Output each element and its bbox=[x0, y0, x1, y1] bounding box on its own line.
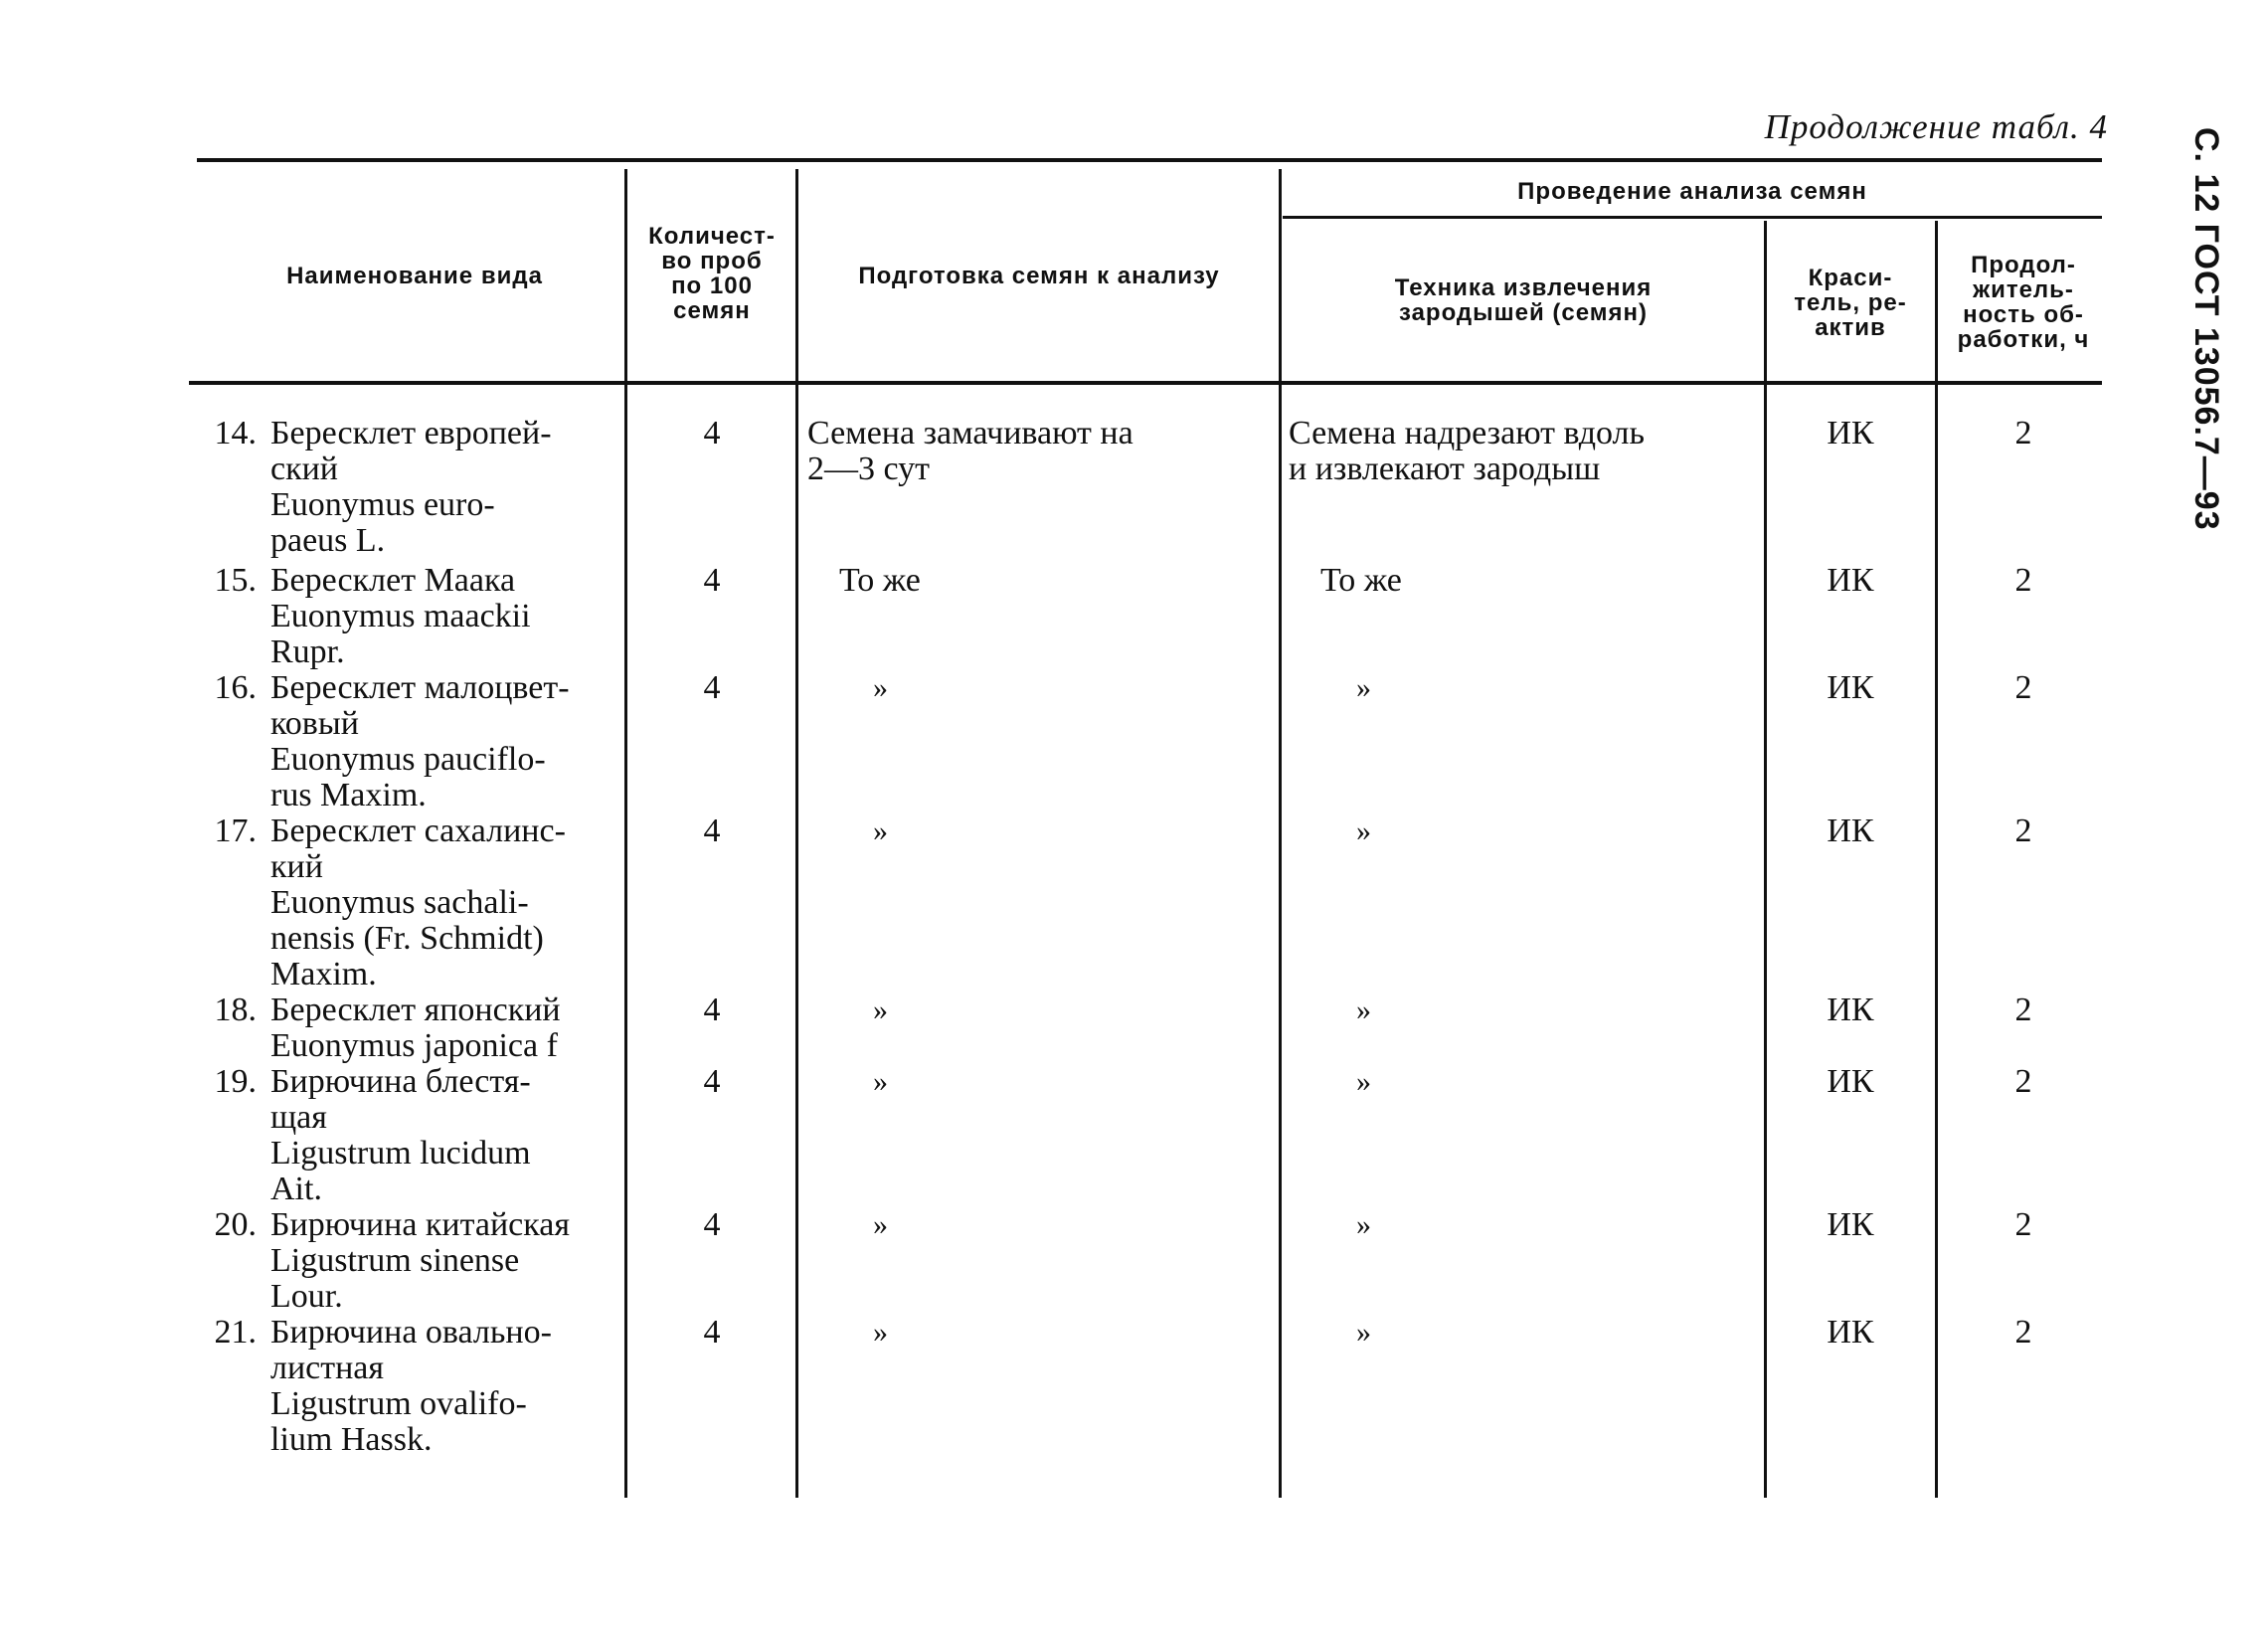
treatment-duration: 2 bbox=[2014, 415, 2032, 451]
table-top-rule bbox=[197, 158, 2102, 162]
seed-preparation: То же bbox=[839, 562, 921, 599]
treatment-duration: 2 bbox=[2014, 1063, 2032, 1100]
treatment-duration: 2 bbox=[2014, 669, 2032, 706]
column-divider bbox=[795, 169, 798, 1498]
header-treatment-duration: Продол- житель- ность об- работки, ч bbox=[1957, 252, 2090, 353]
row-number: 18. bbox=[214, 992, 257, 1028]
side-header: С. 12 ГОСТ 13056.7—93 bbox=[2187, 127, 2225, 531]
dye-reagent: ИК bbox=[1827, 669, 1874, 706]
header-dye-reagent: Краси- тель, ре- актив bbox=[1794, 264, 1907, 341]
column-divider bbox=[624, 169, 627, 1498]
sample-count: 4 bbox=[703, 812, 721, 849]
ditto-mark: » bbox=[1356, 814, 1371, 847]
group-header-rule bbox=[1283, 216, 2102, 219]
row-number: 17. bbox=[214, 812, 257, 849]
sample-count: 4 bbox=[703, 669, 721, 706]
ditto-mark: » bbox=[873, 1065, 888, 1098]
species-name: Бересклет европей- ский Euonymus euro- paeus L. bbox=[270, 415, 552, 559]
ditto-mark: » bbox=[1356, 1316, 1371, 1349]
seed-preparation: Семена замачивают на 2—3 сут bbox=[807, 415, 1134, 487]
ditto-mark: » bbox=[873, 1316, 888, 1349]
ditto-mark: » bbox=[1356, 993, 1371, 1026]
ditto-mark: » bbox=[1356, 1065, 1371, 1098]
ditto-mark: » bbox=[1356, 1208, 1371, 1241]
row-number: 21. bbox=[214, 1314, 257, 1351]
ditto-mark: » bbox=[873, 814, 888, 847]
species-name: Бересклет сахалинс- кий Euonymus sachali- nensis (Fr. Schmidt) Maxim. bbox=[270, 812, 566, 993]
extraction-technique: То же bbox=[1320, 562, 1402, 599]
row-number: 15. bbox=[214, 562, 257, 599]
treatment-duration: 2 bbox=[2014, 812, 2032, 849]
header-seed-preparation: Подготовка семян к анализу bbox=[858, 262, 1220, 289]
sample-count: 4 bbox=[703, 992, 721, 1028]
dye-reagent: ИК bbox=[1827, 1314, 1874, 1351]
dye-reagent: ИК bbox=[1827, 415, 1874, 451]
row-number: 19. bbox=[214, 1063, 257, 1100]
treatment-duration: 2 bbox=[2014, 1206, 2032, 1243]
header-species-name: Наименование вида bbox=[286, 262, 543, 289]
column-divider bbox=[1764, 221, 1767, 1498]
species-name: Бирючина китайская Ligustrum sinense Lour. bbox=[270, 1206, 571, 1315]
continuation-label: Продолжение табл. 4 bbox=[1764, 107, 2108, 146]
sample-count: 4 bbox=[703, 1063, 721, 1100]
row-number: 14. bbox=[214, 415, 257, 451]
dye-reagent: ИК bbox=[1827, 1206, 1874, 1243]
sample-count: 4 bbox=[703, 1314, 721, 1351]
species-name: Бересклет японский Euonymus japonica f bbox=[270, 992, 561, 1064]
dye-reagent: ИК bbox=[1827, 812, 1874, 849]
row-number: 16. bbox=[214, 669, 257, 706]
ditto-mark: » bbox=[873, 993, 888, 1026]
species-name: Бересклет малоцвет- ковый Euonymus pauciflo- rus Maxim. bbox=[270, 669, 570, 813]
dye-reagent: ИК bbox=[1827, 1063, 1874, 1100]
treatment-duration: 2 bbox=[2014, 1314, 2032, 1351]
sample-count: 4 bbox=[703, 562, 721, 599]
ditto-mark: » bbox=[873, 1208, 888, 1241]
sample-count: 4 bbox=[703, 1206, 721, 1243]
species-name: Бересклет Маака Euonymus maackii Rupr. bbox=[270, 562, 531, 670]
species-name: Бирючина овально- листная Ligustrum ovalifo- lium Hassk. bbox=[270, 1314, 552, 1458]
extraction-technique: Семена надрезают вдоль и извлекают зародыш bbox=[1289, 415, 1646, 487]
header-analysis-group: Проведение анализа семян bbox=[1517, 177, 1867, 205]
treatment-duration: 2 bbox=[2014, 992, 2032, 1028]
treatment-duration: 2 bbox=[2014, 562, 2032, 599]
dye-reagent: ИК bbox=[1827, 562, 1874, 599]
header-bottom-rule bbox=[189, 381, 2102, 385]
sample-count: 4 bbox=[703, 415, 721, 451]
ditto-mark: » bbox=[873, 671, 888, 704]
dye-reagent: ИК bbox=[1827, 992, 1874, 1028]
header-sample-count: Количест- во проб по 100 семян bbox=[648, 223, 776, 324]
ditto-mark: » bbox=[1356, 671, 1371, 704]
species-name: Бирючина блестя- щая Ligustrum lucidum Ait. bbox=[270, 1063, 531, 1207]
row-number: 20. bbox=[214, 1206, 257, 1243]
header-extraction-technique: Техника извлечения зародышей (семян) bbox=[1394, 274, 1653, 326]
column-divider bbox=[1935, 221, 1938, 1498]
